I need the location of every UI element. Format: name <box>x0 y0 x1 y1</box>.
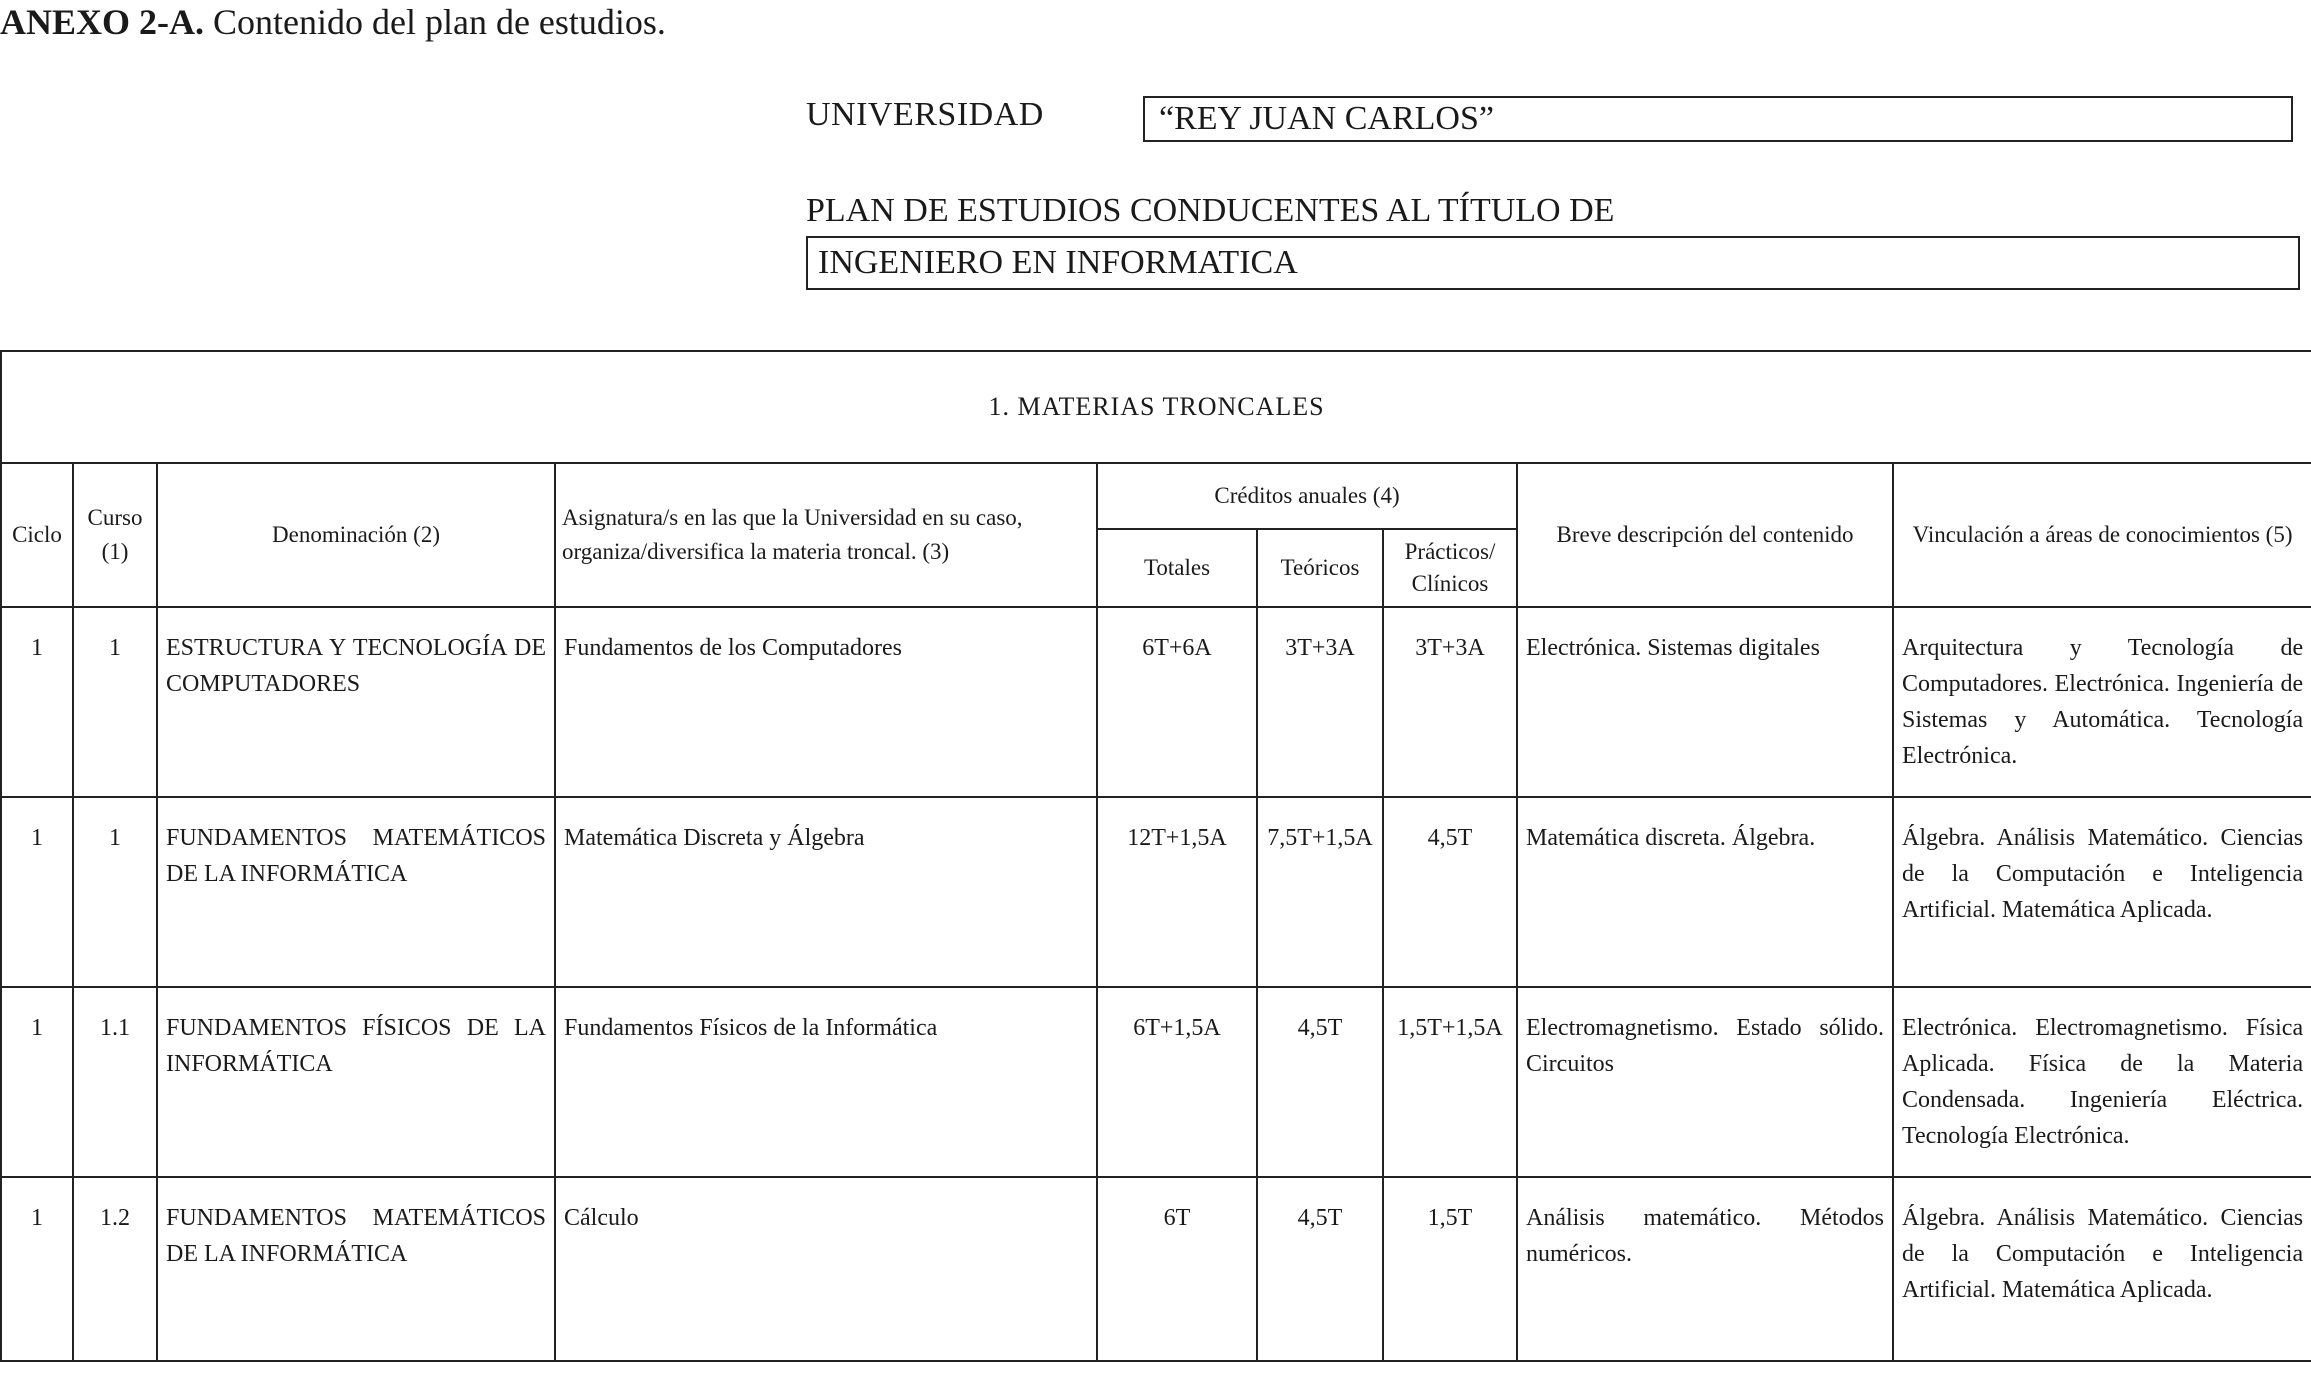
university-name-box: “REY JUAN CARLOS” <box>1143 96 2293 142</box>
header-teoricos: Teóricos <box>1257 529 1383 607</box>
cell-vinculacion: Álgebra. Análisis Matemático. Ciencias de la Computación e Inteligencia Artificial. Matemática Aplicada. <box>1893 1177 2311 1361</box>
cell-denominacion: FUNDAMENTOS MATEMÁTICOS DE LA INFORMÁTICA <box>157 1177 555 1361</box>
header-creditos: Créditos anuales (4) <box>1097 463 1517 529</box>
university-label: UNIVERSIDAD <box>806 96 1044 133</box>
table-row <box>1 987 2311 1177</box>
table-row <box>1 797 2311 987</box>
header-ciclo: Ciclo <box>1 463 73 607</box>
header-vinculacion: Vinculación a áreas de conocimientos (5) <box>1893 463 2311 607</box>
materias-troncales-table <box>0 350 2311 1362</box>
header-asignaturas: Asignatura/s en las que la Universidad en su caso, organiza/diversifica la materia troncal. (3) <box>555 463 1097 607</box>
cell-vinculacion: Álgebra. Análisis Matemático. Ciencias de la Computación e Inteligencia Artificial. Matemática Aplicada. <box>1893 797 2311 987</box>
cell-totales: 6T <box>1097 1177 1257 1361</box>
cell-curso: 1.1 <box>73 987 157 1177</box>
header-practicos: Prácticos/ Clínicos <box>1383 529 1517 607</box>
cell-teoricos: 7,5T+1,5A <box>1257 797 1383 987</box>
cell-teoricos: 3T+3A <box>1257 607 1383 797</box>
cell-teoricos: 4,5T <box>1257 987 1383 1177</box>
header-curso: Curso (1) <box>73 463 157 607</box>
annex-number: ANEXO 2-A. <box>0 2 204 42</box>
cell-totales: 12T+1,5A <box>1097 797 1257 987</box>
plan-label: PLAN DE ESTUDIOS CONDUCENTES AL TÍTULO DE <box>806 192 1615 229</box>
header-totales: Totales <box>1097 529 1257 607</box>
page-heading <box>0 0 666 44</box>
cell-practicos: 3T+3A <box>1383 607 1517 797</box>
header-descripcion: Breve descripción del contenido <box>1517 463 1893 607</box>
cell-asignaturas: Fundamentos de los Computadores <box>555 607 1097 797</box>
table-row <box>1 607 2311 797</box>
cell-asignaturas: Matemática Discreta y Álgebra <box>555 797 1097 987</box>
cell-ciclo: 1 <box>1 1177 73 1361</box>
degree-name-box: INGENIERO EN INFORMATICA <box>806 236 2300 290</box>
cell-asignaturas: Cálculo <box>555 1177 1097 1361</box>
cell-practicos: 1,5T <box>1383 1177 1517 1361</box>
cell-curso: 1.2 <box>73 1177 157 1361</box>
cell-curso: 1 <box>73 607 157 797</box>
cell-totales: 6T+6A <box>1097 607 1257 797</box>
cell-descripcion: Matemática discreta. Álgebra. <box>1517 797 1893 987</box>
cell-practicos: 1,5T+1,5A <box>1383 987 1517 1177</box>
cell-teoricos: 4,5T <box>1257 1177 1383 1361</box>
cell-denominacion: ESTRUCTURA Y TECNOLOGÍA DE COMPUTADORES <box>157 607 555 797</box>
cell-ciclo: 1 <box>1 797 73 987</box>
cell-descripcion: Electromagnetismo. Estado sólido. Circuitos <box>1517 987 1893 1177</box>
section-title: 1. MATERIAS TRONCALES <box>1 351 2311 463</box>
table-row <box>1 1177 2311 1361</box>
cell-descripcion: Análisis matemático. Métodos numéricos. <box>1517 1177 1893 1361</box>
cell-asignaturas: Fundamentos Físicos de la Informática <box>555 987 1097 1177</box>
cell-denominacion: FUNDAMENTOS MATEMÁTICOS DE LA INFORMÁTICA <box>157 797 555 987</box>
cell-totales: 6T+1,5A <box>1097 987 1257 1177</box>
cell-ciclo: 1 <box>1 607 73 797</box>
annex-title: Contenido del plan de estudios. <box>213 2 666 42</box>
cell-denominacion: FUNDAMENTOS FÍSICOS DE LA INFORMÁTICA <box>157 987 555 1177</box>
cell-curso: 1 <box>73 797 157 987</box>
cell-vinculacion: Electrónica. Electromagnetismo. Física Aplicada. Física de la Materia Condensada. Ingeniería Eléctrica. Tecnología Electrónica. <box>1893 987 2311 1177</box>
cell-practicos: 4,5T <box>1383 797 1517 987</box>
cell-ciclo: 1 <box>1 987 73 1177</box>
cell-vinculacion: Arquitectura y Tecnología de Computadores. Electrónica. Ingeniería de Sistemas y Automática. Tecnología Electrónica. <box>1893 607 2311 797</box>
header-denominacion: Denominación (2) <box>157 463 555 607</box>
cell-descripcion: Electrónica. Sistemas digitales <box>1517 607 1893 797</box>
